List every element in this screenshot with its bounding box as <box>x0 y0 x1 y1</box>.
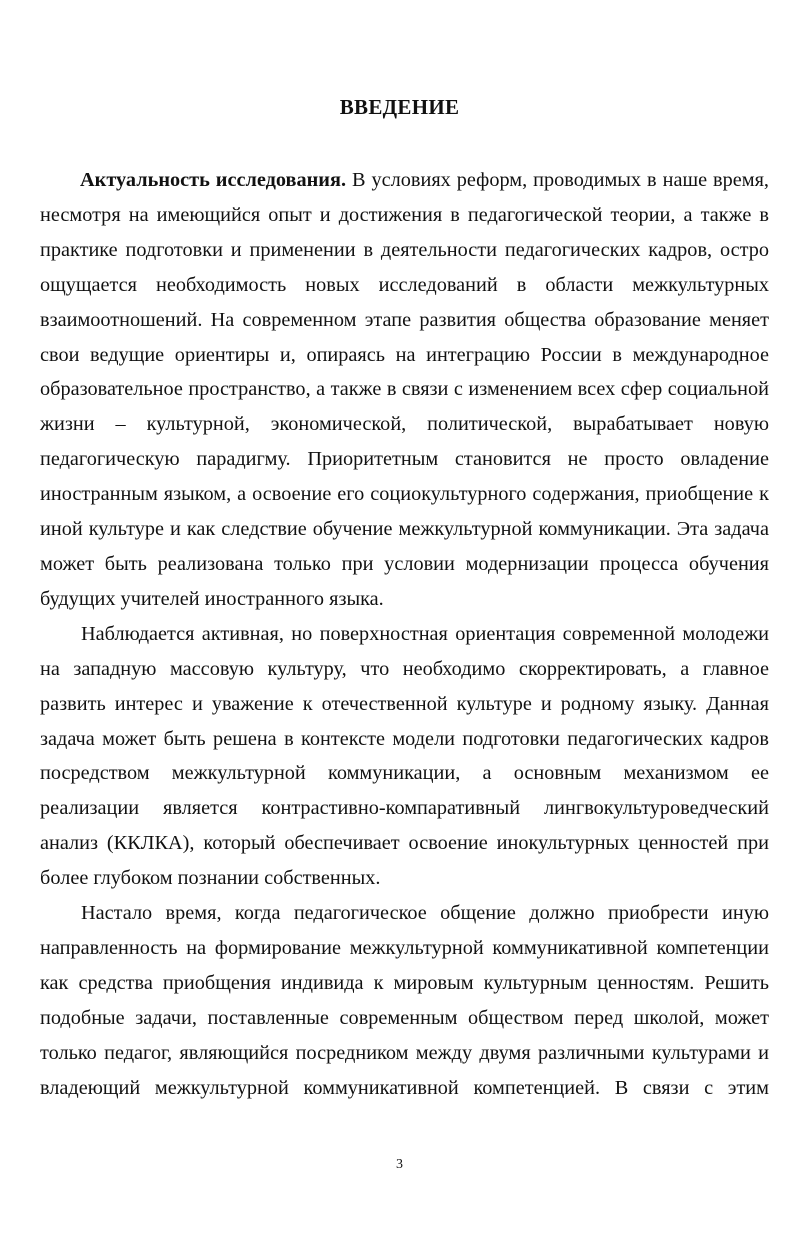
paragraph-pedagogical-communication: Настало время, когда педагогическое общение должно приобрести иную направленность на формирование межкультурной коммуникативной компетенции как средства приобщения индивида к мировым культурным ценностям. Решить подобные задачи, поставленные современным обществом перед школой, может только педагог, являющийся посредником между двумя различными культурами и владеющий межкультурной коммуникативной компетенцией. В связи с этим <box>40 902 769 1099</box>
page-number: 3 <box>396 1157 403 1172</box>
paragraph-relevance <box>40 163 769 617</box>
paragraph-text: В условиях реформ, проводимых в наше время, несмотря на имеющийся опыт и достижения в педагогической теории, а также в практике подготовки и применении в деятельности педагогических кадров, остро ощущается необходимость новых исследований в области межкультурных взаимоотношений. На современном этапе развития общества образование меняет свои ведущие ориентиры и, опираясь на интеграцию России в международное образовательное пространство, а также в связи с изменением всех сфер социальной жизни – культурной, экономической, политической, вырабатывает новую педагогическую парадигму. Приоритетным становится не просто овладение иностранным языком, а освоение его социокультурного содержания, приобщение к иной культуре и как следствие обучение межкультурной коммуникации. Эта задача может быть реализована только при условии модернизации процесса обучения будущих учителей иностранного языка. <box>40 169 769 610</box>
paragraph-lead-heading: Актуальность исследования. <box>80 169 347 191</box>
paragraph-youth-orientation: Наблюдается активная, но поверхностная ориентация современной молодежи на западную массовую культуру, что необходимо скорректировать, а главное развить интерес и уважение к отечественной культуре и родному языку. Данная задача может быть решена в контексте модели подготовки педагогических кадров посредством межкультурной коммуникации, а основным механизмом ее реализации является контрастивно-компаративный лингвокультуроведческий анализ (ККЛКА), который обеспечивает освоение инокультурных ценностей при более глубоком познании собственных. <box>40 622 769 890</box>
page-title: ВВЕДЕНИЕ <box>339 95 460 119</box>
document-body <box>40 163 769 1105</box>
